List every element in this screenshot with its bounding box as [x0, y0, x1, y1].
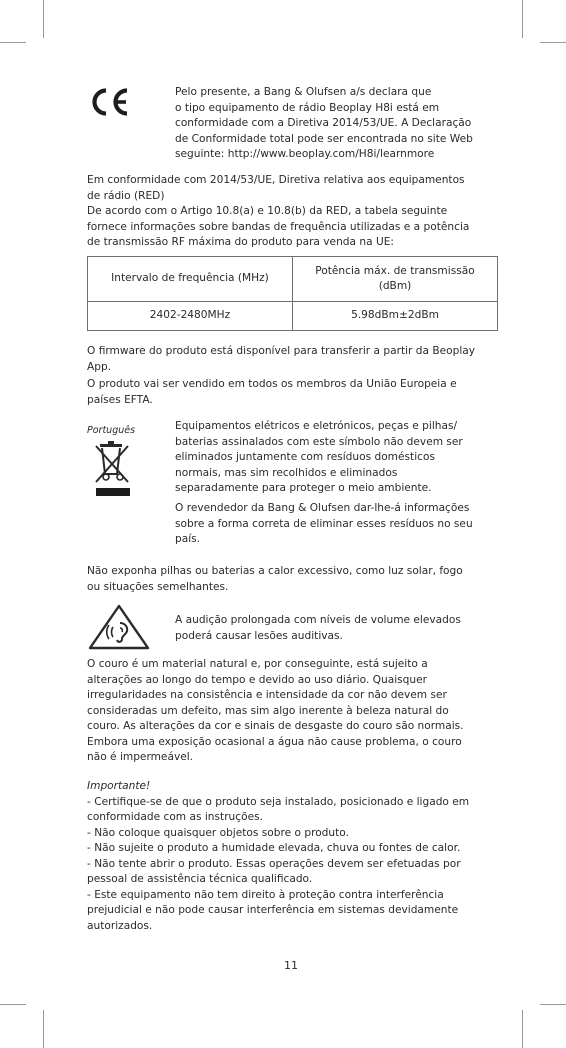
crop-mark [540, 1004, 566, 1005]
text-line: não é impermeável. [87, 751, 194, 763]
ce-declaration [175, 85, 505, 163]
leather-paragraph [87, 657, 499, 766]
language-label: Português [87, 425, 136, 436]
text-line: - Não coloque quaisquer objetos sobre o produto. [87, 826, 349, 839]
text-line: sobre a forma correta de eliminar esses resíduos no seu [175, 517, 473, 530]
table-header-power: Potência máx. de transmissão (dBm) [293, 257, 498, 302]
text-line: conformidade com as instruções. [87, 811, 263, 823]
important-heading: Importante! [87, 780, 151, 792]
text-line: separadamente para proteger o meio ambiente. [175, 482, 432, 494]
frequency-table [87, 256, 498, 331]
text-line: seguinte: http://www.beoplay.com/H8i/learnmore [175, 148, 435, 160]
text-line: alterações ao longo do tempo e devido ao uso diário. Quaisquer [87, 673, 427, 686]
text-line: De acordo com o Artigo 10.8(a) e 10.8(b) da RED, a tabela seguinte [87, 205, 448, 217]
crop-mark [522, 0, 523, 38]
red-paragraph [87, 173, 499, 251]
text-line: o tipo equipamento de rádio Beoplay H8i está em [175, 101, 440, 114]
crop-mark [522, 1010, 523, 1048]
ce-mark-icon [87, 87, 131, 117]
text-line: países EFTA. [87, 393, 153, 406]
text-line: conformidade com a Diretiva 2014/53/UE. A Declaração [175, 117, 472, 129]
text-line: - Não sujeite o produto a humidade elevada, chuva ou fontes de calor. [87, 842, 461, 854]
crop-mark [0, 1004, 26, 1005]
important-section [87, 779, 499, 934]
text-line: Equipamentos elétricos e eletrónicos, peças e pilhas/ [175, 420, 458, 432]
crop-mark [0, 42, 26, 43]
table-cell-frequency: 2402-2480MHz [88, 302, 293, 331]
text-line: - Certifique-se de que o produto seja instalado, posicionado e ligado em [87, 795, 470, 808]
text-line: Embora uma exposição ocasional a água não cause problema, o couro [87, 735, 462, 748]
table-cell-power: 5.98dBm±2dBm [293, 302, 498, 331]
weee-text-1 [175, 419, 505, 497]
text-line: eliminados juntamente com resíduos domésticos [175, 451, 435, 463]
text-line: Pelo presente, a Bang & Olufsen a/s declara que [175, 86, 432, 98]
text-line: irregularidades na consistência e intensidade da cor não devem ser [87, 689, 447, 701]
page-number: 11 [284, 959, 298, 972]
weee-text-2 [175, 501, 505, 548]
text-line: - Não tente abrir o produto. Essas operações devem ser efetuadas por [87, 857, 461, 870]
text-line: país. [175, 533, 201, 545]
text-line: de Conformidade total pode ser encontrada no site Web [175, 132, 473, 145]
text-line: Em conformidade com 2014/53/UE, Diretiva relativa aos equipamentos [87, 174, 465, 186]
hearing-warning [175, 613, 505, 644]
text-line: prejudicial e não pode causar interferência em sistemas devidamente [87, 904, 459, 916]
text-line: A audição prolongada com níveis de volume elevados [175, 614, 461, 626]
text-line: O firmware do produto está disponível para transferir a partir da Beoplay [87, 345, 476, 357]
text-line: baterias assinalados com este símbolo não devem ser [175, 435, 463, 448]
hearing-warning-icon [87, 603, 151, 651]
text-line: pessoal de assistência técnica qualificado. [87, 873, 313, 885]
text-line: de rádio (RED) [87, 189, 165, 202]
table-header-frequency: Intervalo de frequência (MHz) [88, 257, 293, 302]
text-line: fornece informações sobre bandas de frequência utilizadas e a potência [87, 220, 470, 233]
crop-mark [540, 42, 566, 43]
sold-in-paragraph [87, 377, 499, 408]
battery-warning [87, 564, 499, 595]
text-line: ou situações semelhantes. [87, 580, 229, 593]
crop-mark [43, 1010, 44, 1048]
text-line: consideradas um defeito, mas sim algo inerente à beleza natural do [87, 704, 449, 717]
text-line: App. [87, 360, 112, 373]
text-line: normais, mas sim recolhidos e eliminados [175, 466, 398, 479]
text-line: couro. As alterações da cor e sinais de desgaste do couro são normais. [87, 720, 464, 732]
text-line: - Este equipamento não tem direito à proteção contra interferência [87, 888, 444, 901]
firmware-paragraph [87, 344, 499, 375]
text-line: O revendedor da Bang & Olufsen dar-lhe-á informações [175, 502, 470, 514]
crop-mark [43, 0, 44, 38]
text-line: O couro é um material natural e, por conseguinte, está sujeito a [87, 658, 428, 670]
text-line: poderá causar lesões auditivas. [175, 629, 343, 642]
text-line: autorizados. [87, 919, 153, 932]
weee-bin-icon [94, 440, 134, 498]
text-line: O produto vai ser vendido em todos os membros da União Europeia e [87, 378, 457, 390]
text-line: Não exponha pilhas ou baterias a calor excessivo, como luz solar, fogo [87, 565, 463, 577]
text-line: de transmissão RF máxima do produto para venda na UE: [87, 236, 394, 248]
